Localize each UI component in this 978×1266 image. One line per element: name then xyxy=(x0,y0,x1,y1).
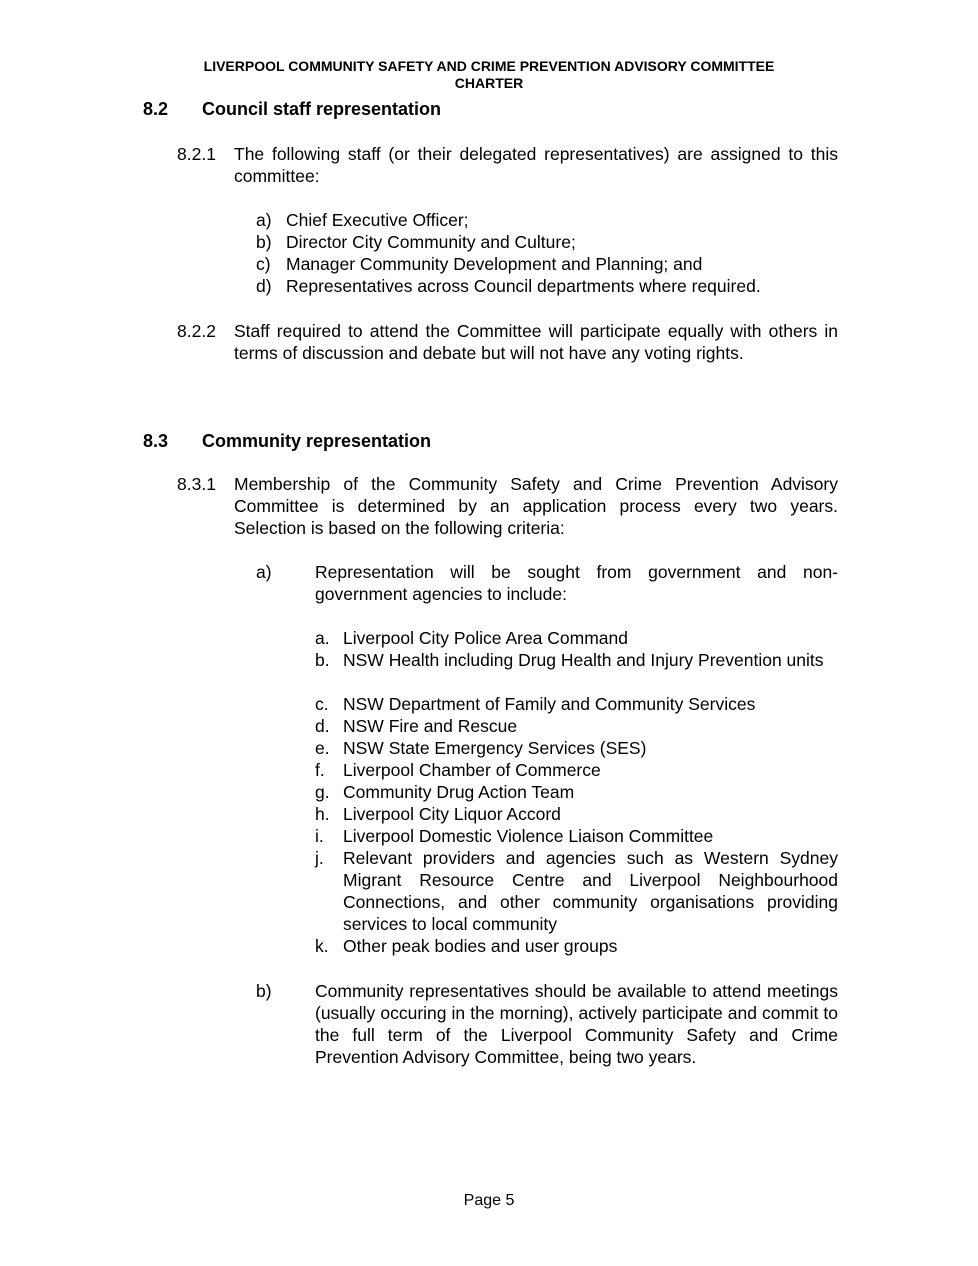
sublist-item: NSW Fire and Rescue xyxy=(343,716,518,736)
sublist-item: Liverpool City Liquor Accord xyxy=(343,804,561,824)
sublist-item: NSW Department of Family and Community Services xyxy=(343,694,756,714)
paragraph-number: 8.2.1 xyxy=(177,144,216,164)
sublist-item: Relevant providers and agencies such as Western Sydney Migrant Resource Centre and Liverpool Neighbourhood Connections, and other community organisations providing services to local community xyxy=(343,848,838,934)
header-subtitle: CHARTER xyxy=(454,75,524,91)
section-heading: Council staff representation xyxy=(202,99,442,119)
page-number: Page 5 xyxy=(463,1192,515,1209)
criteria-text: Representation will be sought from government and non-government agencies to include: xyxy=(315,562,838,604)
sublist-marker: h. xyxy=(315,804,330,824)
sublist-marker: c. xyxy=(315,694,329,714)
list-marker: d) xyxy=(256,276,272,296)
sublist-marker: a. xyxy=(315,628,330,648)
sublist-marker: e. xyxy=(315,738,330,758)
list-item: Representatives across Council departments where required. xyxy=(286,276,761,296)
sublist-item: Community Drug Action Team xyxy=(343,782,575,802)
sublist-marker: d. xyxy=(315,716,330,736)
sublist-item: NSW State Emergency Services (SES) xyxy=(343,738,647,758)
section-number: 8.2 xyxy=(143,99,169,119)
sublist-marker: f. xyxy=(315,760,325,780)
header-title: LIVERPOOL COMMUNITY SAFETY AND CRIME PREVENTION ADVISORY COMMITTEE xyxy=(203,58,775,74)
sublist-marker: b. xyxy=(315,650,330,670)
sublist-item: Liverpool City Police Area Command xyxy=(343,628,628,648)
sublist-marker: i. xyxy=(315,826,324,846)
list-marker: b) xyxy=(256,232,272,252)
section-heading: Community representation xyxy=(202,431,432,451)
list-marker: c) xyxy=(256,254,271,274)
paragraph-text: Staff required to attend the Committee will participate equally with others in terms of discussion and debate but will not have any voting rights. xyxy=(234,321,838,363)
sublist-marker: k. xyxy=(315,936,329,956)
list-item: Chief Executive Officer; xyxy=(286,210,469,230)
sublist-item: Other peak bodies and user groups xyxy=(343,936,618,956)
sublist-item: Liverpool Domestic Violence Liaison Committee xyxy=(343,826,714,846)
list-marker: a) xyxy=(256,210,272,230)
paragraph-text: The following staff (or their delegated representatives) are assigned to this committee: xyxy=(234,144,838,186)
sublist-marker: g. xyxy=(315,782,330,802)
criteria-marker: b) xyxy=(256,981,272,1001)
criteria-text: Community representatives should be available to attend meetings (usually occuring in the morning), actively participate and commit to the full term of the Liverpool Community Safety and Crime Prevention Advisory Committee, being two years. xyxy=(315,981,838,1067)
criteria-marker: a) xyxy=(256,562,272,582)
sublist-item: NSW Health including Drug Health and Injury Prevention units xyxy=(343,650,824,670)
sublist-marker: j. xyxy=(315,848,324,868)
list-item: Director City Community and Culture; xyxy=(286,232,576,252)
paragraph-number: 8.2.2 xyxy=(177,321,216,341)
section-number: 8.3 xyxy=(143,431,169,451)
document-header xyxy=(130,58,848,92)
paragraph-text: Membership of the Community Safety and Crime Prevention Advisory Committee is determined by an application process every two years. Selection is based on the following criteria: xyxy=(234,474,838,538)
sublist-item: Liverpool Chamber of Commerce xyxy=(343,760,601,780)
paragraph-number: 8.3.1 xyxy=(177,474,216,494)
list-item: Manager Community Development and Planning; and xyxy=(286,254,703,274)
